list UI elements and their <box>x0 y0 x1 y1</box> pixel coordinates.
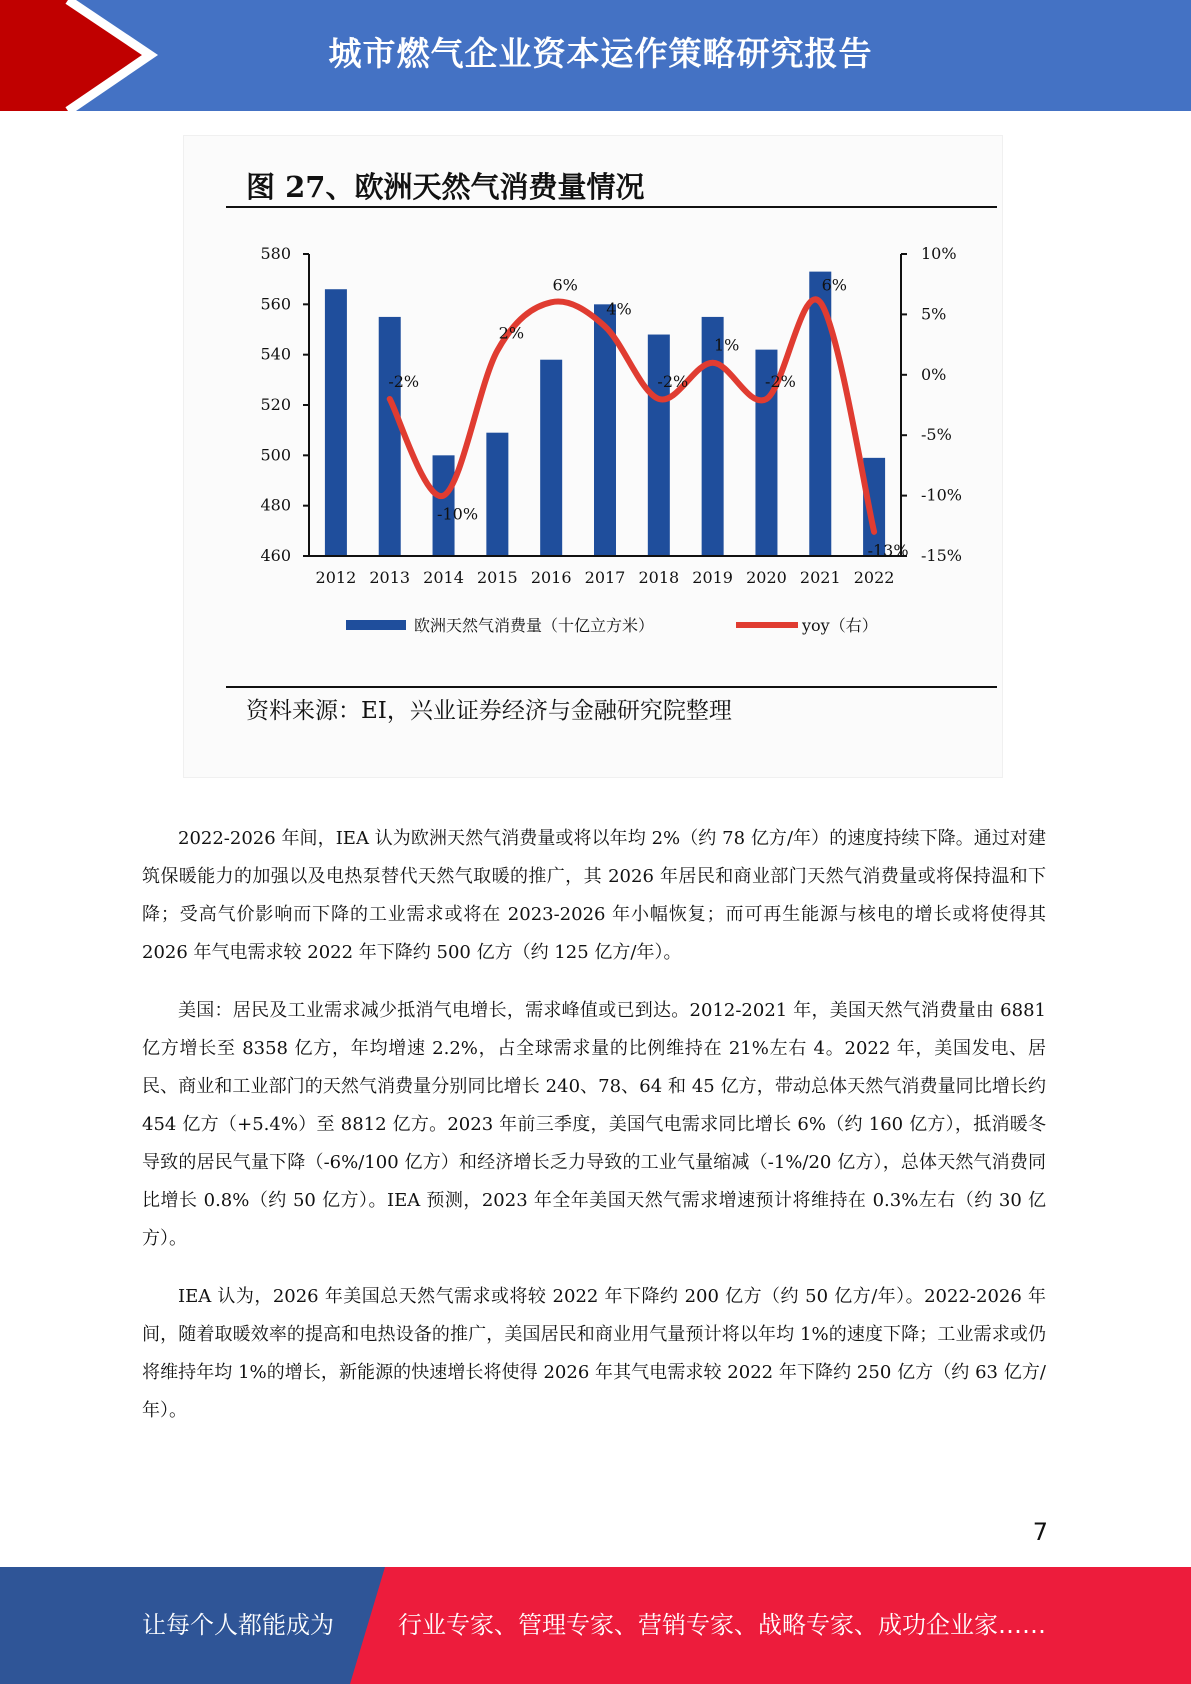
report-body <box>142 820 1046 1450</box>
page-number: 7 <box>1032 1518 1048 1546</box>
y2-tick-label: 5% <box>921 304 947 324</box>
paragraph-us-demand: 美国：居民及工业需求减少抵消气电增长，需求峰值或已到达。2012-2021 年，美国天然气消费量由 6881 亿方增长至 8358 亿方，年均增速 2.2%，占全球需求量的比例维持在 21%左右 4。2022 年，美国发电、居民、商业和工业部门的天然气消费量分别同比增长 240、78、64 和 45 亿方，带动总体天然气消费量同比增长约 454 亿方（+5.4%）至 8812 亿方。2023 年前三季度，美国气电需求同比增长 6%（约 160 亿方），抵消暖冬导致的居民气量下降（-6%/100 亿方）和经济增长乏力导致的工业气量缩减（-1%/20 亿方），总体天然气消费同比增长 0.8%（约 50 亿方）。IEA 预测，2023 年全年美国天然气需求增速预计将维持在 0.3%左右（约 30 亿方）。 <box>142 1000 1046 1249</box>
yoy-data-label-2022: -13% <box>867 540 909 560</box>
x-tick-label: 2015 <box>477 568 518 587</box>
x-tick-label: 2018 <box>638 568 680 587</box>
y-tick-label: 460 <box>260 546 291 565</box>
y-tick-label: 500 <box>260 445 291 465</box>
yoy-data-label-2018: -2% <box>657 371 689 391</box>
y2-tick-label: -5% <box>921 425 952 445</box>
y-tick-label: 480 <box>260 495 291 515</box>
yoy-data-label-2016: 6% <box>552 275 578 295</box>
x-tick-label: 2012 <box>315 568 357 587</box>
yoy-data-label-2021: 6% <box>821 275 847 295</box>
bar-2015 <box>486 433 508 556</box>
figure-title: 图 27、欧洲天然气消费量情况 <box>246 170 645 204</box>
yoy-data-label-2020: -2% <box>765 371 796 391</box>
bar-2018 <box>648 335 670 556</box>
x-tick-label: 2022 <box>853 568 895 587</box>
report-title: 城市燃气企业资本运作策略研究报告 <box>328 34 873 73</box>
legend-line-label: yoy（右） <box>802 616 878 635</box>
bar-2016 <box>540 360 562 556</box>
x-tick-label: 2021 <box>799 568 841 587</box>
legend-bar-label: 欧洲天然气消费量（十亿立方米） <box>414 616 655 635</box>
page-header <box>0 0 1191 111</box>
x-tick-label: 2016 <box>530 568 572 587</box>
y-tick-label: 540 <box>260 344 291 364</box>
yoy-line <box>390 299 874 531</box>
figure-27 <box>183 135 1003 778</box>
y2-tick-label: -15% <box>921 546 962 565</box>
x-tick-label: 2019 <box>692 568 733 587</box>
legend-bar-swatch <box>346 620 406 630</box>
x-tick-label: 2020 <box>746 568 787 587</box>
paragraph-europe-outlook: 2022-2026 年间，IEA 认为欧洲天然气消费量或将以年均 2%（约 78 亿方/年）的速度持续下降。通过对建筑保暖能力的加强以及电热泵替代天然气取暖的推广，其 2026 年居民和商业部门天然气消费量或将保持温和下降；受高气价影响而下降的工业需求或将在 2023-2026 年小幅恢复；而可再生能源与核电的增长或将使得其 2026 年气电需求较 2022 年下降约 500 亿方（约 125 亿方/年）。 <box>142 828 1046 963</box>
x-tick-label: 2014 <box>423 568 464 587</box>
yoy-data-label-2013: -2% <box>388 371 420 391</box>
y2-tick-label: 0% <box>921 364 947 384</box>
page-footer <box>0 1567 1191 1684</box>
y-tick-label: 580 <box>260 244 291 263</box>
chart-canvas <box>184 136 1002 777</box>
footer-slogan-right: 行业专家、管理专家、营销专家、战略专家、成功企业家…… <box>398 1611 1046 1639</box>
yoy-data-label-2019: 1% <box>713 335 740 355</box>
bar-2013 <box>379 317 401 556</box>
x-tick-label: 2017 <box>584 568 626 587</box>
footer-slogan-left: 让每个人都能成为 <box>142 1611 334 1639</box>
yoy-data-label-2017: 4% <box>606 299 632 319</box>
yoy-data-label-2014: -10% <box>437 504 479 524</box>
y2-tick-label: 10% <box>921 244 957 263</box>
bar-2017 <box>594 304 616 556</box>
figure-source: 资料来源：EI，兴业证券经济与金融研究院整理 <box>246 698 732 724</box>
y2-tick-label: -10% <box>921 485 962 505</box>
y-tick-label: 520 <box>260 395 291 414</box>
chart-legend <box>346 616 878 635</box>
y-tick-label: 560 <box>260 294 291 314</box>
paragraph-us-outlook: IEA 认为，2026 年美国总天然气需求或将较 2022 年下降约 200 亿方（约 50 亿方/年）。2022-2026 年间，随着取暖效率的提高和电热设备的推广，美国居民和商业用气量预计将以年均 1%的速度下降；工业需求或仍将维持年均 1%的增长，新能源的快速增长将使得 2026 年其气电需求较 2022 年下降约 250 亿方（约 63 亿方/年）。 <box>142 1286 1046 1421</box>
bar-2012 <box>325 289 347 556</box>
x-tick-label: 2013 <box>369 568 411 587</box>
yoy-data-label-2015: 2% <box>498 323 525 343</box>
plot-area <box>260 244 962 587</box>
